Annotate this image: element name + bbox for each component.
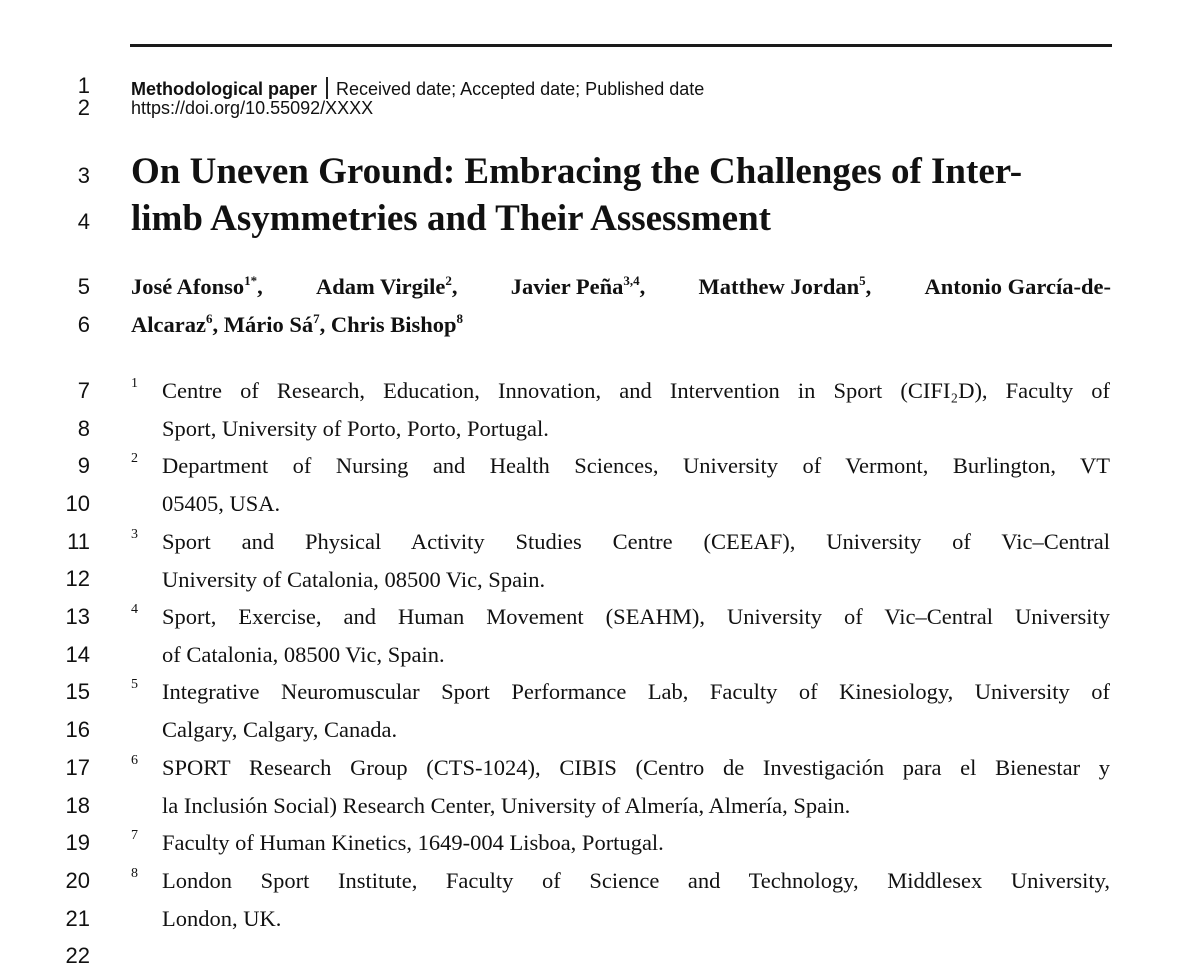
line-number: 3 [77,163,90,188]
paper-title [131,148,1116,242]
affiliation-number: 3 [131,527,138,542]
author: Mário $Sá^7$, [223,311,331,337]
title-line: limb Asymmetries and Their Assessment [131,198,771,239]
affiliation-number: 4 [131,602,138,617]
author: Matthew Jordan$^5$, [698,273,872,299]
line-number: 21 [65,906,90,931]
paper-dates: Received date; Accepted date; Published date [336,79,705,99]
line-number: 6 [77,312,90,337]
header-separator [326,77,328,99]
line-number: 13 [65,604,90,629]
affiliation-number: 8 [131,866,138,881]
line-number: 9 [77,453,90,478]
line-number: 12 [65,566,90,591]
author: Chris Bishop$^8$ [330,311,464,337]
line-number: 4 [77,209,90,234]
line-number: 10 [65,491,90,516]
line-number: 16 [65,717,90,742]
affiliation: SPORT Research Group (CTS-1024), CIBIS (Centro de Investigación para el Bienestar y la Inclusión Social) Research Center, University of Almería, Almería, Spain. [162,755,1110,818]
line-number: 22 [65,943,90,968]
affiliation: London Sport Institute, Faculty of Science and Technology, Middlesex University, London, UK. [162,868,1110,931]
paper-type: Methodological paper [131,79,318,99]
line-number: 2 [77,95,90,120]
line-number: 14 [65,642,90,667]
affiliation-number: 1 [131,376,138,391]
affiliation-number: 2 [131,451,138,466]
line-number: 17 [65,755,90,780]
affiliation: Faculty of Human Kinetics, 1649-004 Lisboa, Portugal. [162,830,664,855]
line-number: 19 [65,830,90,855]
affiliation: Centre of Research, Education, Innovation, and Intervention in Sport (CIFI₂D), Faculty of Sport, University of Porto, Porto, Portugal. [162,378,1110,441]
affiliation-number: 5 [131,677,138,692]
title-line: On Uneven Ground: Embracing the Challenges of Inter- [131,151,1023,192]
affiliation: Integrative Neuromuscular Sport Performance Lab, Faculty of Kinesiology, University of Calgary, Calgary, Canada. [162,679,1110,742]
affiliation-number: 6 [131,753,138,768]
line-number: 20 [65,868,90,893]
line-number: 18 [65,793,90,818]
author: Antonio García-de- [924,274,1111,299]
line-number: 11 [67,529,90,554]
affiliation: Sport, Exercise, and Human Movement (SEAHM), University of Vic–Central University of Catalonia, 08500 Vic, Spain. [162,604,1110,667]
line-number: 1 [77,73,90,98]
line-number: 5 [77,274,90,299]
line-number: 7 [77,378,90,403]
affiliation: Department of Nursing and Health Sciences, University of Vermont, Burlington, VT 05405, USA. [162,453,1110,516]
top-rule [130,44,1112,47]
author: Adam Virgile$^2$, [316,273,458,299]
line-number: 8 [77,416,90,441]
author: Javier Peña$^{3,4}$, [510,273,646,299]
line-number: 15 [65,679,90,704]
author: Alcaraz$^6$, [131,311,224,337]
paper-header [131,77,704,99]
author-list [131,268,1111,344]
affiliation: Sport and Physical Activity Studies Centre (CEEAF), University of Vic–Central University of Catalonia, 08500 Vic, Spain. [162,529,1110,592]
author: José Afonso$^{1*}$, [131,273,263,299]
doi-link[interactable]: https://doi.org/10.55092/XXXX [131,98,374,118]
affiliation-number: 7 [131,828,138,843]
